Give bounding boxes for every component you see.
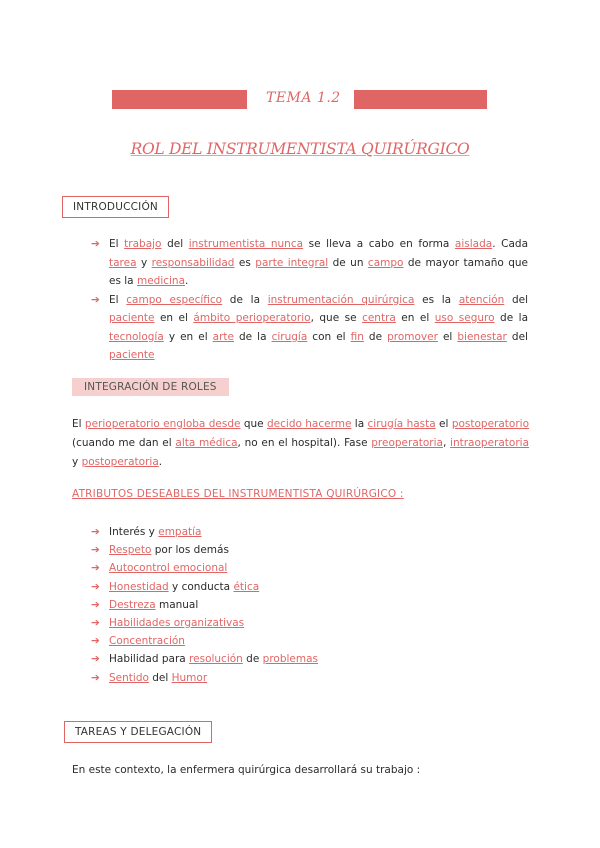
text-run: y en el — [163, 330, 213, 343]
attribute-item — [91, 559, 491, 577]
arrow-right-icon: ➔ — [91, 238, 100, 250]
intro-bullet — [91, 235, 528, 291]
highlighted-term: postoperatoria — [81, 456, 159, 468]
tasks-text: En este contexto, la enfermera quirúrgica desarrollará su trabajo : — [72, 764, 421, 776]
text-run: El — [72, 418, 85, 430]
text-run: con el — [307, 330, 351, 343]
highlighted-term: tarea — [109, 256, 137, 269]
attribute-item — [91, 596, 491, 614]
text-run: , que se — [310, 312, 363, 324]
highlighted-term: bienestar — [457, 330, 507, 343]
text-run: es la — [414, 293, 459, 306]
text-run: , no en el hospital). Fase — [237, 437, 372, 449]
attribute-item — [91, 669, 491, 687]
attribute-item — [91, 632, 491, 650]
text-run: por los demás — [151, 544, 229, 557]
page-title: ROL DEL INSTRUMENTISTA QUIRÚRGICO — [130, 140, 470, 158]
arrow-right-icon: ➔ — [91, 598, 100, 611]
intro-heading: INTRODUCCIÓN — [62, 196, 169, 218]
arrow-right-icon: ➔ — [91, 617, 100, 630]
text-run: de la — [222, 293, 268, 306]
arrow-right-icon: ➔ — [91, 544, 100, 557]
text-run: y conducta — [168, 580, 234, 593]
highlighted-term: arte — [212, 330, 234, 343]
text-run: y — [136, 256, 152, 269]
highlighted-term: instrumentista nunca — [188, 238, 304, 250]
attribute-item — [91, 523, 491, 541]
text-run: es — [234, 256, 256, 269]
highlighted-term: Concentración — [109, 635, 185, 648]
highlighted-term: responsabilidad — [151, 256, 235, 269]
highlighted-term: Habilidades organizativas — [109, 617, 245, 630]
arrow-right-icon: ➔ — [91, 562, 100, 575]
highlighted-term: atención — [458, 293, 505, 306]
text-run: Interés y — [109, 526, 159, 538]
text-run: en el — [154, 312, 194, 324]
text-run: El — [109, 293, 127, 306]
highlighted-term: uso seguro — [434, 312, 495, 324]
text-run: se lleva a cabo en forma — [303, 238, 455, 250]
tasks-heading: TAREAS Y DELEGACIÓN — [64, 721, 212, 743]
highlighted-term: cirugía hasta — [367, 418, 436, 430]
highlighted-term: problemas — [262, 653, 319, 666]
highlighted-term: postoperatorio — [451, 418, 529, 430]
highlighted-term: empatía — [158, 526, 202, 538]
arrow-right-icon: ➔ — [91, 635, 100, 648]
highlighted-term: cirugía — [271, 330, 308, 343]
text-run: de mayor tamaño que es la — [109, 256, 528, 287]
text-run: de un — [328, 256, 368, 269]
highlighted-term: campo — [367, 256, 404, 269]
highlighted-term: perioperatorio engloba desde — [84, 418, 241, 430]
highlighted-term: fin — [350, 330, 364, 343]
arrow-right-icon: ➔ — [91, 653, 100, 666]
highlighted-term: medicina — [136, 275, 186, 287]
intro-list — [91, 235, 528, 365]
highlighted-term: ámbito perioperatorio — [193, 312, 311, 324]
attributes-list — [91, 523, 491, 687]
text-run: El — [109, 238, 125, 250]
attributes-heading: ATRIBUTOS DESEABLES DEL INSTRUMENTISTA QUIRÚRGICO : — [72, 488, 404, 500]
attribute-item — [91, 578, 491, 596]
text-run: de la — [233, 330, 272, 343]
text-run: del — [506, 330, 528, 343]
text-run: en el — [395, 312, 435, 324]
highlighted-term: intraoperatoria — [450, 437, 529, 449]
text-run: del — [161, 238, 189, 250]
text-run: el — [435, 418, 452, 430]
topic-title: TEMA 1.2 — [266, 90, 341, 106]
text-run: . — [158, 456, 163, 468]
text-run: de la — [494, 312, 529, 324]
arrow-right-icon: ➔ — [91, 526, 100, 538]
text-run: Habilidad para — [109, 653, 190, 666]
text-run: . Cada — [492, 238, 529, 250]
text-run: manual — [155, 598, 199, 611]
highlighted-term: trabajo — [124, 238, 162, 250]
attribute-item — [91, 541, 491, 559]
header-bar-left — [112, 90, 247, 109]
highlighted-term: paciente — [109, 312, 155, 324]
highlighted-term: Honestidad — [109, 580, 169, 593]
highlighted-term: preoperatoria — [371, 437, 443, 449]
highlighted-term: paciente — [109, 349, 155, 361]
highlighted-term: Sentido — [109, 671, 149, 684]
highlighted-term: campo específico — [126, 293, 223, 306]
text-run: la — [351, 418, 368, 430]
text-run: . — [185, 275, 189, 287]
highlighted-term: Humor — [171, 671, 208, 684]
intro-bullet — [91, 291, 528, 365]
text-run: y — [72, 456, 82, 468]
highlighted-term: aislada — [454, 238, 493, 250]
text-run: (cuando me dan el — [72, 437, 176, 449]
attribute-item — [91, 650, 491, 668]
highlighted-term: Autocontrol emocional — [109, 562, 228, 575]
text-run: , — [442, 437, 451, 449]
header-bar-right — [354, 90, 487, 109]
highlighted-term: tecnología — [109, 330, 164, 343]
highlighted-term: decido hacerme — [267, 418, 352, 430]
highlighted-term: promover — [387, 330, 438, 343]
text-run: el — [437, 330, 458, 343]
roles-heading: INTEGRACIÓN DE ROLES — [72, 378, 229, 396]
text-run: del — [148, 671, 172, 684]
roles-paragraph — [72, 415, 529, 472]
text-run: de — [242, 653, 263, 666]
highlighted-term: resolución — [189, 653, 243, 666]
arrow-right-icon: ➔ — [91, 293, 100, 306]
text-run: de — [363, 330, 388, 343]
highlighted-term: ética — [233, 580, 260, 593]
text-run: del — [504, 293, 529, 306]
arrow-right-icon: ➔ — [91, 671, 100, 684]
highlighted-term: Destreza — [109, 598, 156, 611]
highlighted-term: Respeto — [109, 544, 152, 557]
highlighted-term: centra — [362, 312, 396, 324]
highlighted-term: parte integral — [255, 256, 329, 269]
arrow-right-icon: ➔ — [91, 580, 100, 593]
text-run: que — [240, 418, 267, 430]
highlighted-term: instrumentación quirúrgica — [267, 293, 415, 306]
highlighted-term: alta médica — [175, 437, 238, 449]
attribute-item — [91, 614, 491, 632]
